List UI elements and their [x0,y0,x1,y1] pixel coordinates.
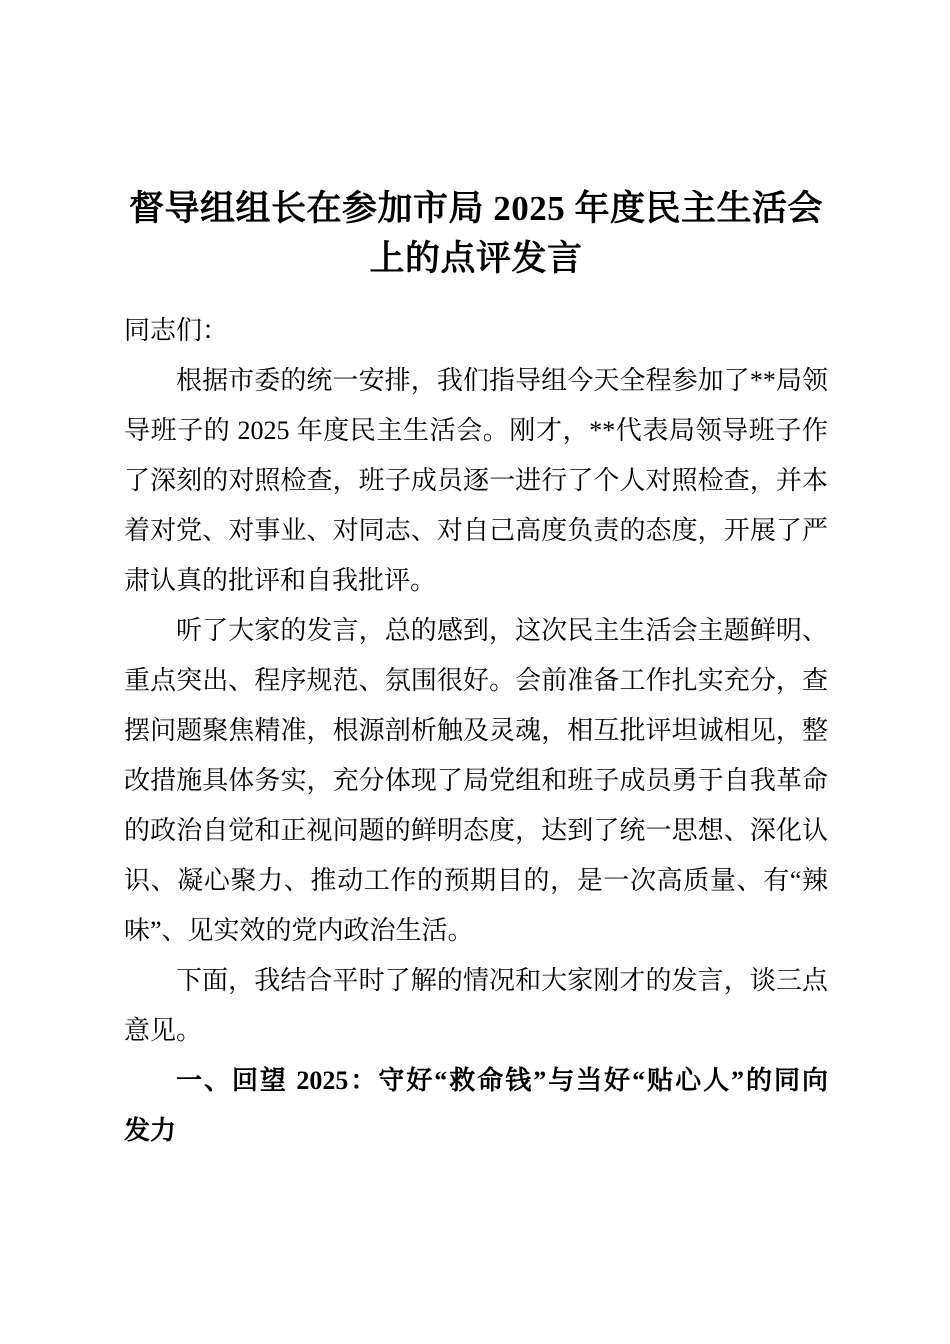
salutation-line: 同志们： [124,316,229,345]
body-line: 重点突出、程序规范、氛围很好。会前准备工作扎实充分，查 [124,666,828,695]
document-title [124,184,828,284]
document-body [124,306,828,1156]
body-line: 味”、见实效的党内政治生活。 [124,916,474,945]
body-line: 肃认真的批评和自我批评。 [124,566,437,595]
body-line: 根据市委的统一安排，我们指导组今天全程参加了**局领 [176,366,828,395]
body-line: 导班子的 2025 年度民主生活会。刚才，**代表局领导班子作 [124,416,828,445]
body-line: 改措施具体务实，充分体现了局党组和班子成员勇于自我革命 [124,766,828,795]
body-line: 识、凝心聚力、推动工作的预期目的，是一次高质量、有“辣 [124,866,828,895]
document-title-line-2: 上的点评发言 [369,239,583,278]
document-title-line-1: 督导组组长在参加市局 2025 年度民主生活会 [128,189,823,228]
body-line: 听了大家的发言，总的感到，这次民主生活会主题鲜明、 [176,616,828,645]
body-line: 着对党、对事业、对同志、对自己高度负责的态度，开展了严 [124,516,828,545]
body-line: 摆问题聚焦精准，根源剖析触及灵魂，相互批评坦诚相见，整 [124,716,828,745]
body-line: 的政治自觉和正视问题的鲜明态度，达到了统一思想、深化认 [124,816,828,845]
body-line: 意见。 [124,1016,203,1045]
section-heading-line: 发力 [124,1116,177,1145]
body-line: 了深刻的对照检查，班子成员逐一进行了个人对照检查，并本 [124,466,828,495]
section-heading-line: 一、回望 2025：守好“救命钱”与当好“贴心人”的同向 [176,1066,828,1095]
body-line: 下面，我结合平时了解的情况和大家刚才的发言，谈三点 [176,966,828,995]
